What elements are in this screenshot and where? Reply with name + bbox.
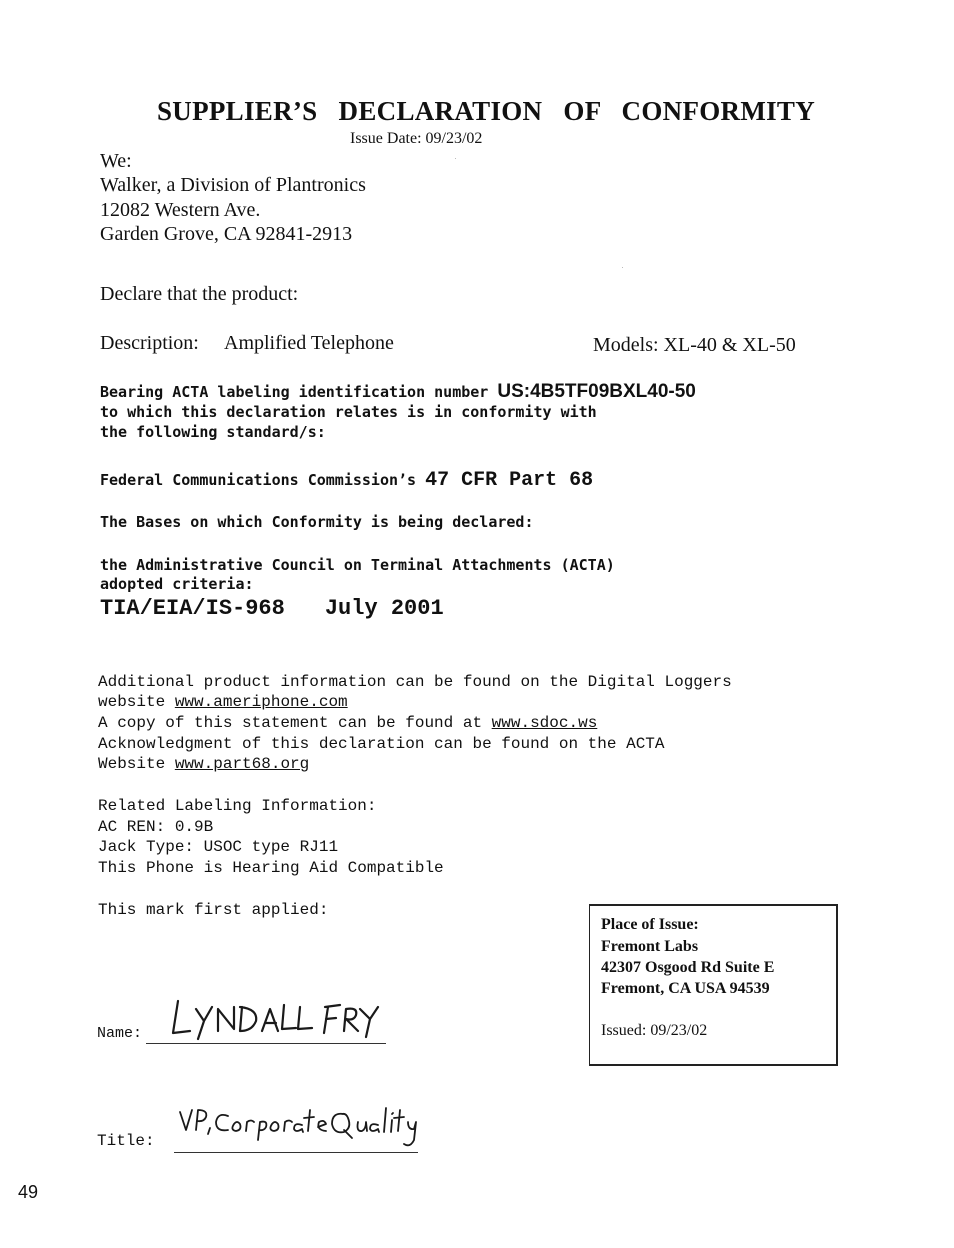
ameriphone-link[interactable]: www.ameriphone.com xyxy=(174,693,348,711)
declare-text: Declare that the product: xyxy=(100,283,299,305)
name-signature-line xyxy=(146,1043,386,1044)
bearing-line-1 xyxy=(100,381,696,403)
issue-date: Issue Date: 09/23/02 xyxy=(350,130,483,147)
acta-line-1: the Administrative Council on Terminal Attachments (ACTA) xyxy=(100,556,615,574)
standard-name: TIA/EIA/IS-968 xyxy=(100,596,285,621)
fcc-line xyxy=(100,469,593,492)
additional-line-5 xyxy=(98,755,309,773)
hearing-aid-compatible: This Phone is Hearing Aid Compatible xyxy=(98,859,444,877)
scan-speck xyxy=(455,158,456,159)
bases-line: The Bases on which Conformity is being declared: xyxy=(100,513,534,531)
bearing-line-2: to which this declaration relates is in conformity with xyxy=(100,403,597,421)
additional-line-3 xyxy=(98,714,597,732)
acta-website-prefix: Website xyxy=(98,755,166,773)
ac-ren: AC REN: 0.9B xyxy=(98,818,214,836)
issuer-street: 42307 Osgood Rd Suite E xyxy=(601,959,775,976)
supplier-city: Garden Grove, CA 92841-2913 xyxy=(100,223,353,245)
part68-link[interactable]: www.part68.org xyxy=(174,755,310,773)
acta-line-2: adopted criteria: xyxy=(100,575,254,593)
place-of-issue-label: Place of Issue: xyxy=(601,916,699,933)
title-handwriting xyxy=(172,1100,422,1152)
additional-line-2 xyxy=(98,693,348,711)
supplier-name: Walker, a Division of Plantronics xyxy=(100,174,366,196)
sdoc-link[interactable]: www.sdoc.ws xyxy=(491,714,598,732)
title-label: Title: xyxy=(97,1132,155,1150)
description-value: Amplified Telephone xyxy=(224,332,394,354)
name-handwriting xyxy=(160,995,390,1043)
fcc-part: 47 CFR Part 68 xyxy=(425,469,594,492)
copy-prefix: A copy of this statement can be found at xyxy=(98,714,483,732)
we-label: We: xyxy=(100,150,132,172)
fcc-prefix: Federal Communications Commission’s xyxy=(100,471,417,489)
supplier-street: 12082 Western Ave. xyxy=(100,199,261,221)
description-label: Description: xyxy=(100,332,199,354)
title-signature-line xyxy=(174,1152,418,1153)
mark-first-applied: This mark first applied: xyxy=(98,901,329,919)
scan-speck xyxy=(622,267,623,268)
jack-type: Jack Type: USOC type RJ11 xyxy=(98,838,339,856)
bearing-line-3: the following standard/s: xyxy=(100,423,326,441)
additional-line-1: Additional product information can be found on the Digital Loggers xyxy=(98,673,732,691)
name-label: Name: xyxy=(97,1025,143,1042)
issuer-company: Fremont Labs xyxy=(601,938,699,955)
acta-number: US:4B5TF09BXL40-50 xyxy=(497,381,696,402)
standard-line xyxy=(100,596,444,621)
document-title: SUPPLIER’S DECLARATION OF CONFORMITY xyxy=(156,96,816,126)
issued-date: Issued: 09/23/02 xyxy=(601,1022,708,1039)
website-prefix: website xyxy=(98,693,166,711)
standard-date: July 2001 xyxy=(324,596,444,621)
issuer-city: Fremont, CA USA 94539 xyxy=(601,980,770,997)
labeling-heading: Related Labeling Information: xyxy=(98,797,377,815)
models: Models: XL-40 & XL-50 xyxy=(593,334,796,356)
bearing-prefix: Bearing ACTA labeling identification number xyxy=(100,383,489,401)
additional-line-4: Acknowledgment of this declaration can be found on the ACTA xyxy=(98,735,665,753)
page-number: 49 xyxy=(18,1182,39,1202)
